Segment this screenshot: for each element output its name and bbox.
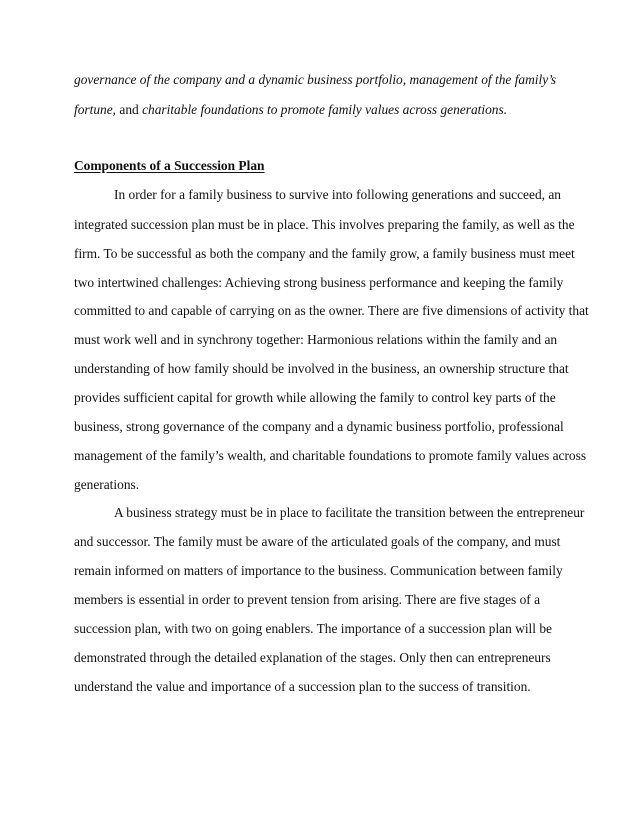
intro-fortune: fortune, <box>74 102 117 117</box>
paragraph-1-line: two intertwined challenges: Achieving strong business performance and keeping the family <box>74 275 564 290</box>
paragraph-2-line: succession plan, with two on going enablers. The importance of a succession plan will be <box>74 621 552 636</box>
intro-foundations: charitable foundations to promote family values across generations. <box>142 102 508 117</box>
paragraph-1-line: integrated succession plan must be in place. This involves preparing the family, as well as the <box>74 217 575 232</box>
section-heading: Components of a Succession Plan <box>74 158 265 173</box>
paragraph-1-line: committed to and capable of carrying on as the owner. There are five dimensions of activity that <box>74 303 589 318</box>
paragraph-2-line: and successor. The family must be aware of the articulated goals of the company, and must <box>74 534 561 549</box>
paragraph-1-line: firm. To be successful as both the company and the family grow, a family business must meet <box>74 246 575 261</box>
paragraph-2-line: understand the value and importance of a succession plan to the success of transition. <box>74 679 531 694</box>
paragraph-1-line: management of the family’s wealth, and charitable foundations to promote family values across <box>74 448 587 463</box>
intro-line-1: governance of the company and a dynamic business portfolio, management of the family’s <box>74 72 557 87</box>
paragraph-2-line: members is essential in order to prevent tension from arising. There are five stages of a <box>74 592 541 607</box>
intro-and: and <box>116 102 143 117</box>
paragraph-1-line: must work well and in synchrony together: Harmonious relations within the family and an <box>74 332 558 347</box>
paragraph-1-line: understanding of how family should be involved in the business, an ownership structure that <box>74 361 569 376</box>
intro-line-2 <box>74 102 507 118</box>
paragraph-2-line: A business strategy must be in place to facilitate the transition between the entrepreneur <box>114 505 585 520</box>
paragraph-1-line: provides sufficient capital for growth while allowing the family to control key parts of the <box>74 390 556 405</box>
paragraph-1-line: In order for a family business to survive into following generations and succeed, an <box>114 187 561 202</box>
paragraph-1-line: generations. <box>74 477 140 492</box>
paragraph-2-line: demonstrated through the detailed explanation of the stages. Only then can entrepreneurs <box>74 650 551 665</box>
paragraph-1-line: business, strong governance of the company and a dynamic business portfolio, professional <box>74 419 564 434</box>
paragraph-2-line: remain informed on matters of importance to the business. Communication between family <box>74 563 563 578</box>
